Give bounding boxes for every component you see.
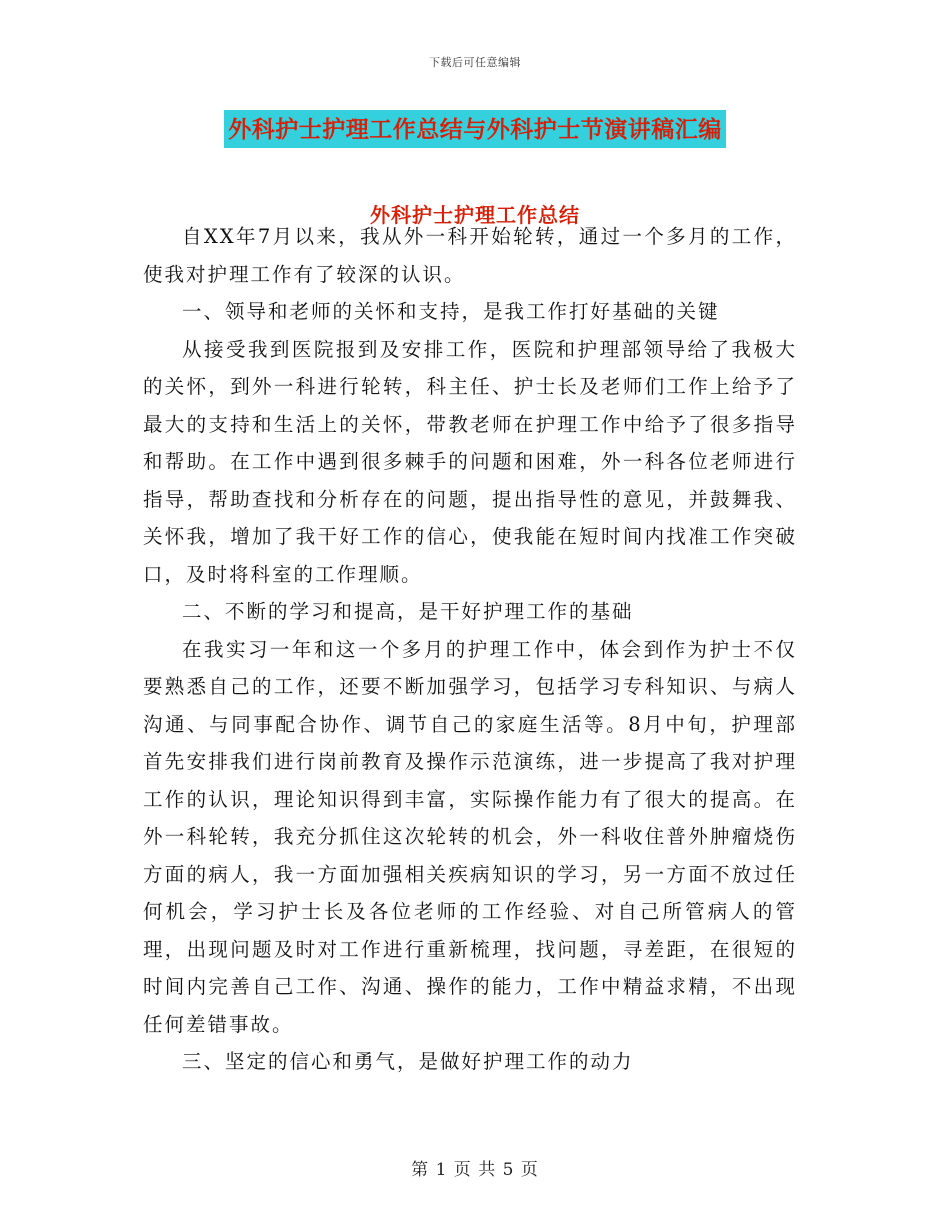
header-note: 下载后可任意编辑 xyxy=(429,56,521,69)
section-title: 外科护士护理工作总结 xyxy=(370,203,580,227)
page-footer: 第 1 页 共 5 页 xyxy=(411,1160,539,1180)
heading-point-2: 二、不断的学习和提高，是干好护理工作的基础 xyxy=(182,600,634,623)
paragraph-point-2: 在我实习一年和这一个多月的护理工作中，体会到作为护士不仅要熟悉自己的工作，还要不断加强学习，包括学习专科知识、与病人沟通、与同事配合协作、调节自己的家庭生活等。8月中旬，护理部首先安排我们进行岗前教育及操作示范演练，进一步提高了我对护理工作的认识，理论知识得到丰富，实际操作能力有了很大的提高。在外一科轮转，我充分抓住这次轮转的机会，外一科收住普外肿瘤烧伤方面的病人，我一方面加强相关疾病知识的学习，另一方面不放过任何机会，学习护士长及各位老师的工作经验、对自己所管病人的管理，出现问题及时对工作进行重新梳理，找问题，寻差距，在很短的时间内完善自己工作、沟通、操作的能力，工作中精益求精，不出现任何差错事故。 xyxy=(143,637,797,1036)
paragraph-intro: 自XX年7月以来，我从外一科开始轮转，通过一个多月的工作，使我对护理工作有了较深的认识。 xyxy=(143,225,797,286)
heading-point-1: 一、领导和老师的关怀和支持，是我工作打好基础的关键 xyxy=(182,300,720,323)
main-title-container xyxy=(0,110,950,148)
main-title: 外科护士护理工作总结与外科护士节演讲稿汇编 xyxy=(224,110,726,148)
body-text xyxy=(143,218,797,1081)
heading-point-3: 三、坚定的信心和勇气，是做好护理工作的动力 xyxy=(182,1050,634,1073)
paragraph-point-1: 从接受我到医院报到及安排工作，医院和护理部领导给了我极大的关怀，到外一科进行轮转，科主任、护士长及老师们工作上给予了最大的支持和生活上的关怀，带教老师在护理工作中给予了很多指导和帮助。在工作中遇到很多棘手的问题和困难，外一科各位老师进行指导，帮助查找和分析存在的问题，提出指导性的意见，并鼓舞我、关怀我，增加了我干好工作的信心，使我能在短时间内找准工作突破口，及时将科室的工作理顺。 xyxy=(143,337,797,586)
